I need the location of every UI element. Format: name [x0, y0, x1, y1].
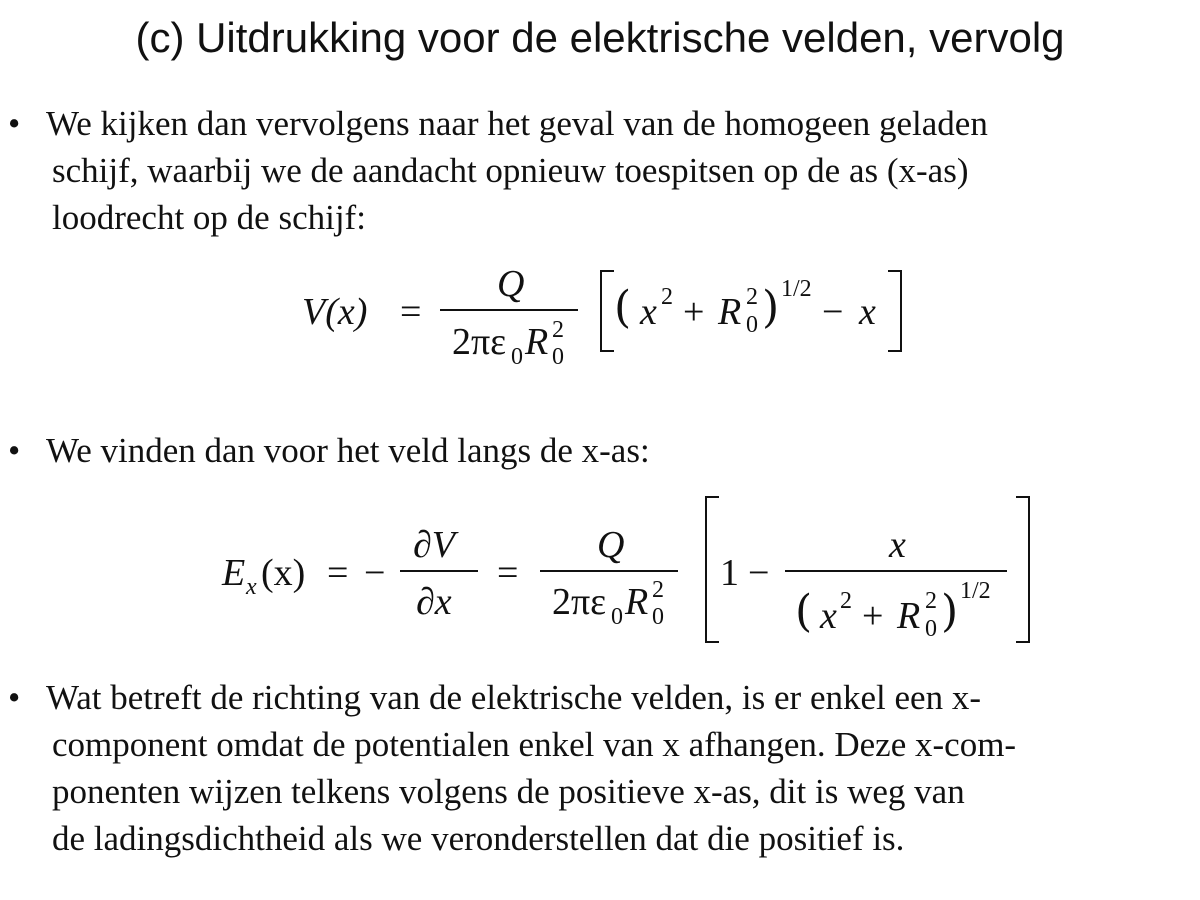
- bullet-3-line-4: de ladingsdichtheid als we veronderstellen dat die positief is.: [52, 819, 905, 858]
- bullet-3: [8, 674, 1017, 862]
- eq1-plus: +: [683, 291, 705, 333]
- eq1-den-R-sub: 0: [552, 344, 564, 370]
- eq2-equals: =: [327, 552, 349, 594]
- eq1-numerator: Q: [497, 263, 525, 305]
- eq2-frac-power: 1/2: [960, 578, 991, 604]
- eq1-equals: =: [400, 291, 422, 333]
- eq2-fraction-bar: [540, 570, 678, 572]
- eq1-power: 1/2: [781, 276, 812, 302]
- eq2-inner-fraction-bar: [785, 570, 1007, 572]
- bullet-marker: •: [8, 104, 21, 143]
- eq2-den-R: R: [625, 581, 649, 623]
- bullet-1-line-2: schijf, waarbij we de aandacht opnieuw toespitsen op de as (x-as): [52, 151, 969, 190]
- eq1-R: R: [718, 291, 742, 333]
- eq2-den-R-sub: 0: [652, 604, 664, 630]
- eq1-R-sub: 0: [746, 312, 758, 338]
- bullet-2-line-1: We vinden dan voor het veld langs de x-as:: [46, 431, 650, 470]
- eq2-lhs-sub: x: [246, 574, 257, 600]
- bullet-3-line-2: component omdat de potentialen enkel van x afhangen. Deze x-com-: [52, 725, 1017, 764]
- eq2-dden: ∂x: [416, 581, 452, 623]
- eq2-frac-numerator: x: [889, 524, 906, 566]
- eq1-x-sup: 2: [661, 284, 673, 310]
- eq2-den-2pieps: 2πε: [552, 581, 607, 623]
- eq2-right-paren: ): [941, 586, 959, 637]
- eq1-den-R: R: [525, 321, 549, 363]
- eq1-lhs: V(x): [302, 291, 368, 333]
- eq2-minus: −: [364, 552, 386, 594]
- eq2-frac-x: x: [820, 595, 837, 637]
- eq2-equals-2: =: [497, 552, 519, 594]
- eq2-lhs-E: E: [222, 552, 246, 594]
- eq2-one: 1: [720, 552, 739, 594]
- eq2-frac-R-sup: 2: [925, 588, 937, 614]
- eq2-numerator: Q: [597, 524, 625, 566]
- eq1-den-sub0: 0: [511, 344, 523, 370]
- eq1-x: x: [640, 291, 657, 333]
- eq1-minus: −: [822, 291, 844, 333]
- eq2-frac-R: R: [897, 595, 921, 637]
- bullet-1-line-3: loodrecht op de schijf:: [52, 198, 366, 237]
- eq2-right-bracket: [1016, 496, 1030, 643]
- eq2-frac-plus: +: [862, 595, 884, 637]
- eq2-minus-2: −: [748, 552, 770, 594]
- eq2-den-R-sup: 2: [652, 577, 664, 603]
- eq2-left-bracket: [705, 496, 719, 643]
- eq2-frac-R-sub: 0: [925, 616, 937, 642]
- eq2-den-sub0: 0: [611, 604, 623, 630]
- bullet-marker: •: [8, 678, 21, 717]
- eq1-x2: x: [859, 291, 876, 333]
- bullet-marker: •: [8, 431, 21, 470]
- bullet-3-line-1: Wat betreft de richting van de elektrische velden, is er enkel een x-: [46, 678, 981, 717]
- eq1-R-sup: 2: [746, 284, 758, 310]
- eq2-dnum: ∂V: [413, 524, 455, 566]
- eq2-frac-x-sup: 2: [840, 588, 852, 614]
- eq2-lhs-arg: (x): [261, 552, 306, 594]
- slide-title: (c) Uitdrukking voor de elektrische velden, vervolg: [135, 14, 1065, 61]
- eq1-den-R-sup: 2: [552, 317, 564, 343]
- eq1-right-paren: ): [762, 282, 780, 333]
- eq1-left-paren: (: [614, 282, 632, 333]
- eq2-left-paren: (: [795, 586, 813, 637]
- bullet-1-line-1: We kijken dan vervolgens naar het geval van de homogeen geladen: [46, 104, 988, 143]
- eq1-den-2pieps: 2πε: [452, 321, 507, 363]
- eq2-derivative-bar: [400, 570, 478, 572]
- bullet-3-line-3: ponenten wijzen telkens volgens de positieve x-as, dit is weg van: [52, 772, 965, 811]
